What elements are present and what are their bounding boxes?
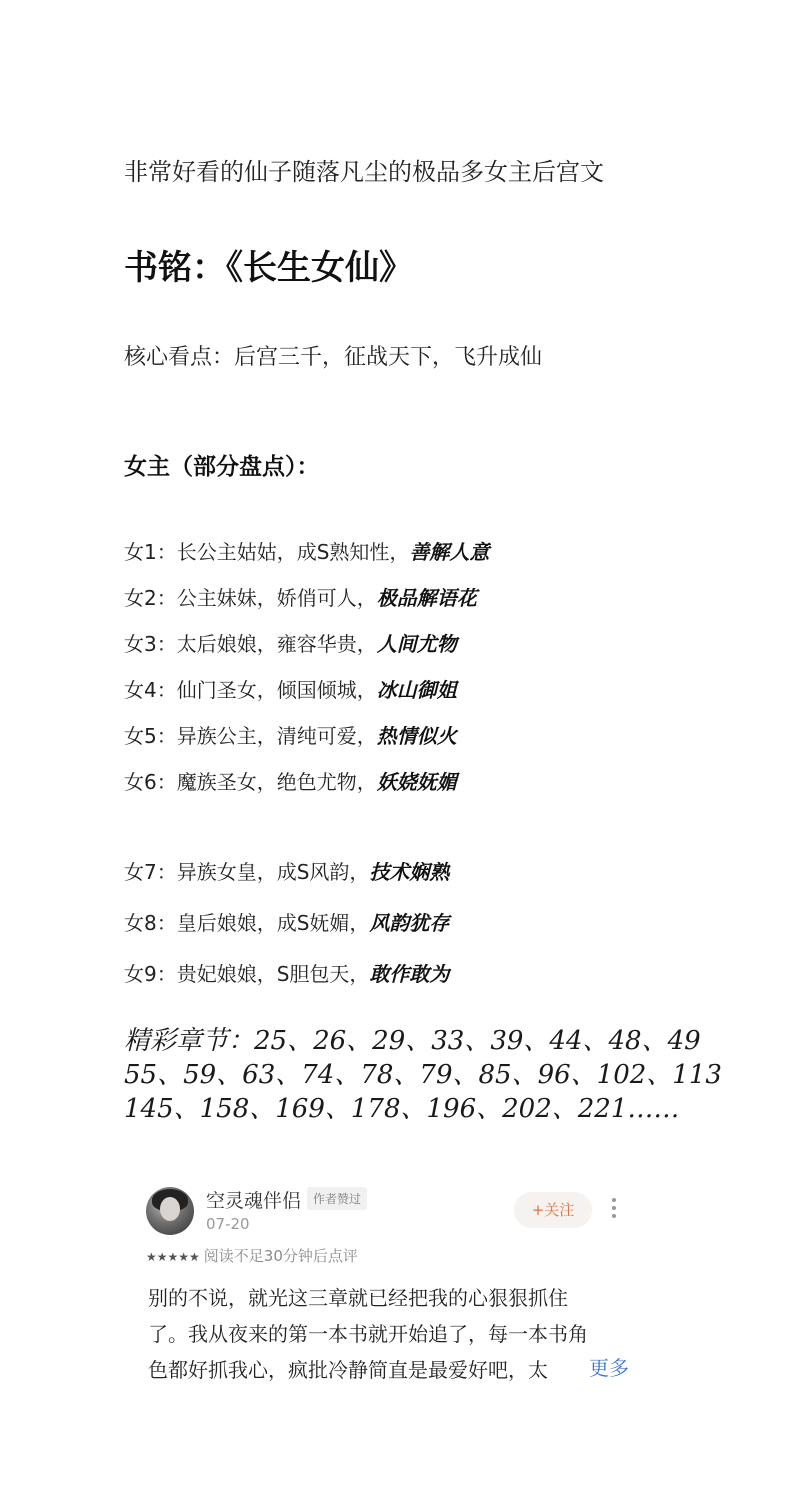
heroine-highlight: 技术娴熟 xyxy=(369,860,450,884)
heroine-desc: 异族公主，清纯可爱， xyxy=(176,724,377,748)
heroine-desc: 公主妹妹，娇俏可人， xyxy=(176,586,377,610)
chapters-line: 55、59、63、74、78、79、85、96、102、113 xyxy=(124,1060,722,1090)
heroine-label: 女4： xyxy=(124,678,177,702)
heroine-label: 女6： xyxy=(124,770,177,794)
expand-more-link[interactable]: 更多 xyxy=(585,1352,629,1381)
heroine-item xyxy=(124,536,489,565)
avatar-face xyxy=(160,1197,180,1221)
heroine-item xyxy=(124,766,457,795)
heroine-highlight: 人间尤物 xyxy=(376,632,457,656)
heroine-desc: 异族女皇，成S风韵， xyxy=(176,860,370,884)
heroine-label: 女5： xyxy=(124,724,177,748)
heroine-label: 女8： xyxy=(124,911,177,935)
intro-text: 非常好看的仙子随落凡尘的极品多女主后宫文 xyxy=(124,158,604,186)
comment-date: 07-20 xyxy=(206,1215,250,1233)
heroine-item xyxy=(124,628,457,657)
heroine-item xyxy=(124,582,477,611)
follow-button[interactable]: +关注 xyxy=(514,1192,592,1228)
heroine-highlight: 善解人意 xyxy=(409,540,490,564)
author-liked-badge: 作者赞过 xyxy=(307,1187,367,1210)
core-highlights: 核心看点：后宫三千，征战天下，飞升成仙 xyxy=(124,345,543,370)
heroine-item xyxy=(124,856,449,885)
more-options-icon[interactable] xyxy=(606,1198,622,1226)
heroine-item xyxy=(124,907,449,936)
comment-line: 别的不说，就光这三章就已经把我的心狠狠抓住 xyxy=(148,1286,568,1310)
heroine-label: 女9： xyxy=(124,962,177,986)
heroine-desc: 皇后娘娘，成S妩媚， xyxy=(176,911,370,935)
heroine-desc: 魔族圣女，绝色尤物， xyxy=(176,770,377,794)
heroine-item xyxy=(124,720,457,749)
comment-username[interactable]: 空灵魂伴侣 xyxy=(206,1190,302,1212)
heroine-highlight: 热情似火 xyxy=(376,724,457,748)
heroine-label: 女2： xyxy=(124,586,177,610)
comment-body xyxy=(148,1280,638,1388)
heroine-desc: 太后娘娘，雍容华贵， xyxy=(176,632,377,656)
heroine-item xyxy=(124,958,449,987)
heroine-desc: 贵妃娘娘，S胆包天， xyxy=(176,962,370,986)
heroine-highlight: 极品解语花 xyxy=(376,586,477,610)
star-rating-icon: ★★★★★ xyxy=(146,1250,200,1264)
rating-note: 阅读不足30分钟后点评 xyxy=(203,1247,358,1265)
heroine-label: 女3： xyxy=(124,632,177,656)
avatar[interactable] xyxy=(146,1187,194,1235)
heroine-highlight: 风韵犹存 xyxy=(369,911,450,935)
heroine-desc: 仙门圣女，倾国倾城， xyxy=(176,678,377,702)
heroine-label: 女1： xyxy=(124,540,177,564)
chapters-line: 145、158、169、178、196、202、221…… xyxy=(124,1094,680,1124)
comment-line: 了。我从夜来的第一本书就开始追了，每一本书角 xyxy=(148,1322,588,1346)
heroine-label: 女7： xyxy=(124,860,177,884)
heroine-heading: 女主（部分盘点）： xyxy=(124,454,320,480)
chapters-line: 精彩章节：25、26、29、33、39、44、48、49 xyxy=(124,1026,701,1056)
heroine-desc: 长公主姑姑，成S熟知性， xyxy=(176,540,410,564)
rating-row xyxy=(146,1245,358,1266)
heroine-highlight: 妖娆妩媚 xyxy=(376,770,457,794)
book-title: 书铭：《长生女仙》 xyxy=(124,248,413,288)
heroine-highlight: 敢作敢为 xyxy=(369,962,450,986)
comment-line: 色都好抓我心，疯批冷静简直是最爱好吧，太 xyxy=(148,1358,548,1382)
heroine-highlight: 冰山御姐 xyxy=(376,678,457,702)
heroine-item xyxy=(124,674,457,703)
featured-chapters xyxy=(124,1024,722,1126)
